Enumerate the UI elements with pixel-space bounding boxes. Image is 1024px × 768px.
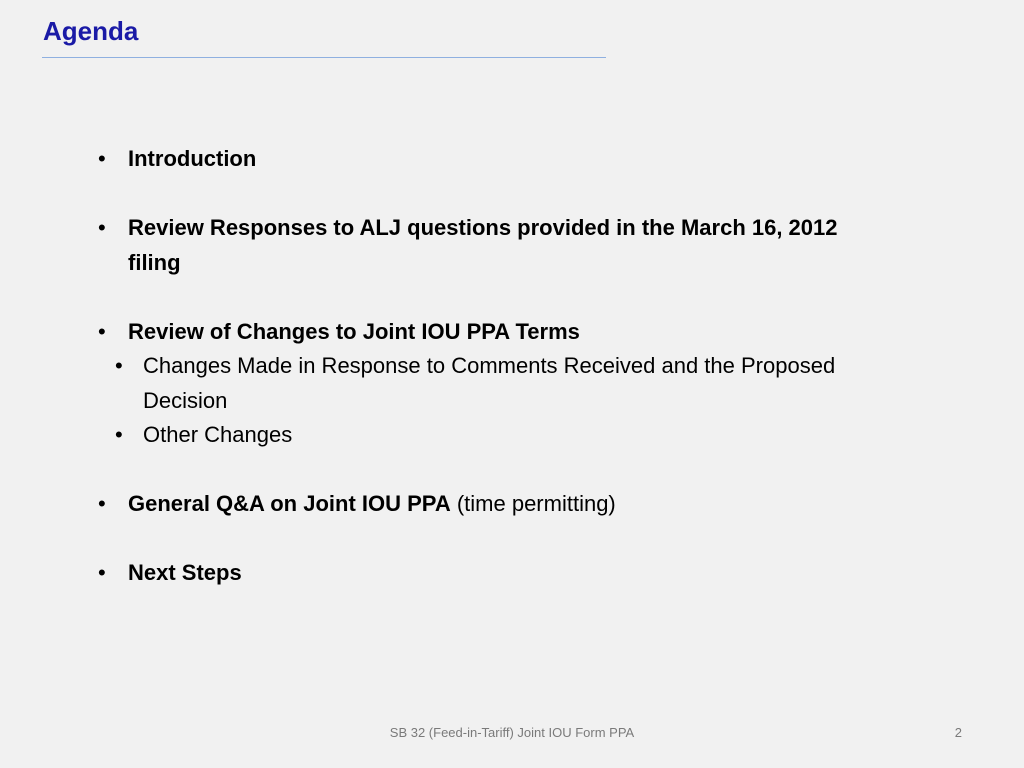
bullet-icon [98,142,118,177]
agenda-item-label: Next Steps [128,560,242,585]
agenda-item-introduction [98,142,838,177]
slide-title: Agenda [43,16,139,46]
agenda-subitem-label: Other Changes [143,422,293,447]
agenda-item-label: General Q&A on Joint IOU PPA [128,491,451,516]
agenda-list [98,142,838,591]
agenda-item-review-changes [98,315,838,350]
agenda-item-review-responses [98,211,838,280]
agenda-subitem-changes-made [98,349,838,418]
bullet-icon [115,418,123,453]
agenda-item-next-steps [98,556,838,591]
agenda-subitem-other-changes [98,418,838,453]
bullet-icon [115,349,123,384]
agenda-item-label: Review of Changes to Joint IOU PPA Terms [128,318,580,344]
bullet-icon [98,487,118,522]
bullet-icon [98,315,118,350]
agenda-subitem-label: Changes Made in Response to Comments Received and the Proposed Decision [143,353,836,413]
agenda-item-label: Review Responses to ALJ questions provided in the March 16, 2012 filing [128,215,838,275]
bullet-icon [98,556,118,591]
agenda-item-label: Introduction [128,146,257,171]
bullet-icon [98,211,118,246]
agenda-item-note: (time permitting) [450,491,616,516]
agenda-item-general-qa [98,487,838,522]
page-number: 2 [954,725,962,740]
slide-footer: SB 32 (Feed-in-Tariff) Joint IOU Form PPA [389,725,635,740]
title-underline [42,57,606,58]
